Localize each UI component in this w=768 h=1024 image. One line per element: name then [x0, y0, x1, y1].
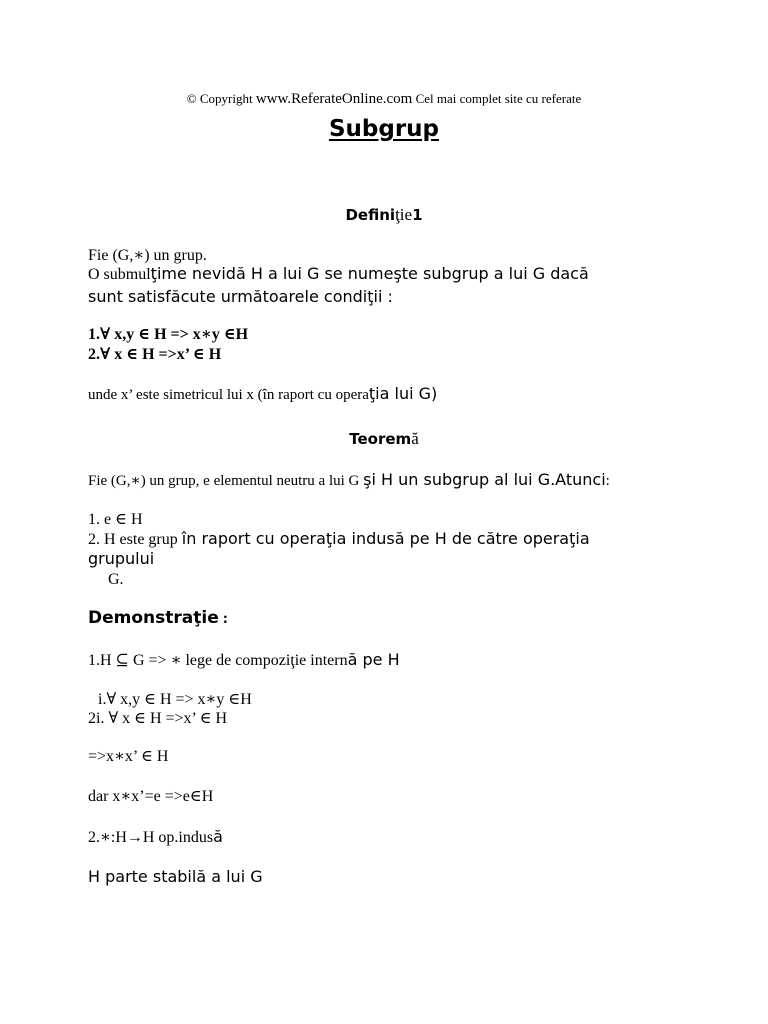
definition-intro: Fie (G,∗) un grup. [88, 247, 207, 264]
copyright-prefix: © Copyright [186, 91, 253, 106]
definition-heading-part1: Defini [345, 206, 396, 224]
proof-step-2 [88, 829, 223, 846]
theorem-statement-part3: : [605, 473, 610, 489]
proof-heading [88, 610, 228, 627]
proof-step-2i: 2i. ∀ x ∈ H =>x’ ∈ H [88, 710, 228, 727]
theorem-statement-part1: Fie (G,∗) un grup, e elementul neutru a lui G [88, 473, 364, 489]
theorem-item-2 [88, 531, 590, 548]
theorem-item-2-part2: în raport cu operaţia indusă pe H de către operaţia [181, 529, 590, 548]
definition-heading-part2: ţie [395, 205, 413, 224]
definition-heading [0, 206, 768, 224]
definition-note [88, 386, 437, 403]
theorem-heading-part1: Teorem [349, 430, 412, 448]
proof-step-2-part2: ă [213, 827, 223, 846]
definition-text-part2: ţime nevidă H a lui G se numeşte subgrup a lui G dacă [150, 264, 589, 283]
proof-step-xx: =>x∗x’ ∈ H [88, 748, 169, 765]
page-title: Subgrup [328, 116, 440, 142]
proof-step-1-part1: 1.H ⊆ G => ∗ lege de compozi [88, 652, 291, 669]
theorem-item-1: 1. e ∈ H [88, 511, 143, 528]
definition-note-part1: unde x’ este simetricul lui x (în raport cu opera [88, 387, 369, 403]
theorem-item-2-part1: 2. H este grup [88, 531, 182, 548]
definition-heading-part3: 1 [412, 206, 423, 224]
proof-heading-part2: : [218, 610, 229, 627]
copyright-suffix: Cel mai complet site cu referate [415, 91, 582, 106]
definition-note-part2: ţia lui G) [368, 384, 438, 403]
definition-text-part1: O submul [88, 266, 151, 283]
copyright-line [0, 92, 768, 107]
proof-step-dar: dar x∗x’=e =>e∈H [88, 788, 214, 805]
definition-text-line2: sunt satisfăcute următoarele condiţii : [88, 287, 393, 306]
proof-step-1-part2: ţie intern [290, 652, 348, 669]
condition-1: 1.∀ x,y ∈ H => x∗y ∈H [88, 326, 249, 343]
theorem-item-2-line3: G. [108, 571, 124, 588]
proof-conclusion: H parte stabilă a lui G [88, 867, 263, 886]
proof-step-2-part1: 2.∗:H→H op.indus [88, 829, 214, 846]
theorem-statement [88, 472, 610, 489]
theorem-heading [0, 430, 768, 448]
proof-step-i: i.∀ x,y ∈ H => x∗y ∈H [98, 691, 252, 708]
proof-heading-part1: Demonstraţie [88, 608, 219, 628]
theorem-statement-part2: şi H un subgrup al lui G.Atunci [363, 470, 606, 489]
theorem-heading-part2: ă [411, 429, 419, 448]
proof-step-1-part3: ă pe H [347, 650, 400, 669]
copyright-site: www.ReferateOnline.com [255, 91, 413, 107]
proof-step-1 [88, 652, 400, 669]
condition-2: 2.∀ x ∈ H =>x’ ∈ H [88, 346, 222, 363]
theorem-item-2-line2: grupului [88, 549, 155, 568]
definition-text-line1 [88, 266, 589, 283]
